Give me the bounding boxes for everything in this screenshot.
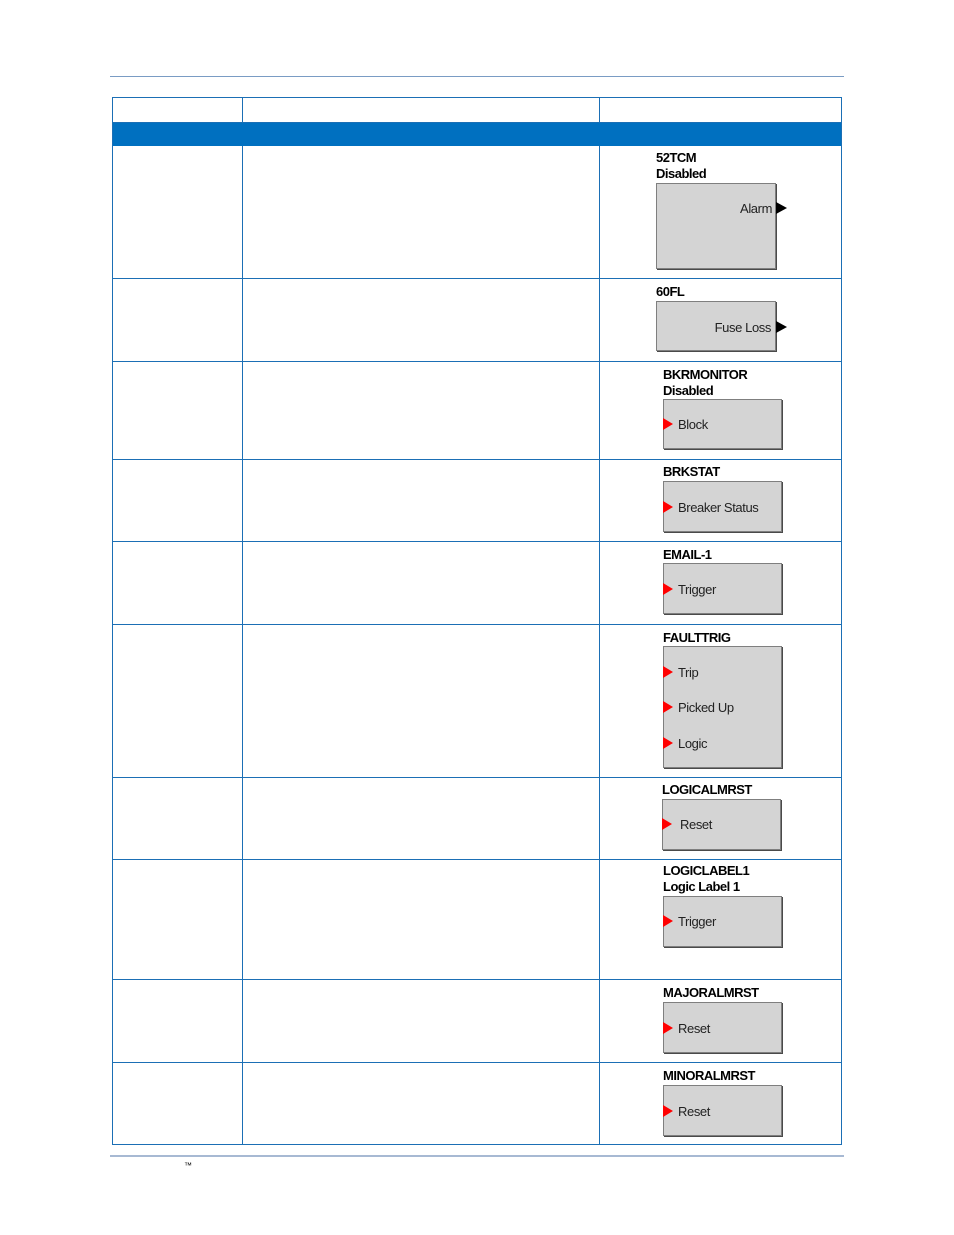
input-port-label: Trigger	[678, 582, 716, 597]
output-arrow-icon[interactable]	[776, 321, 787, 333]
block-body[interactable]	[663, 563, 782, 614]
block-name: EMAIL-1	[663, 547, 712, 562]
input-arrow-icon[interactable]	[663, 737, 673, 749]
input-arrow-icon[interactable]	[663, 501, 673, 513]
input-arrow-icon[interactable]	[663, 915, 673, 927]
output-arrow-icon[interactable]	[776, 202, 787, 214]
input-arrow-icon[interactable]	[663, 701, 673, 713]
block-body[interactable]	[663, 896, 782, 947]
column-divider	[599, 98, 600, 1144]
block-name: FAULTTRIG	[663, 630, 731, 645]
input-port-label: Logic	[678, 736, 708, 751]
row-divider	[113, 541, 841, 542]
block-name: BKRMONITOR	[663, 367, 748, 382]
input-arrow-icon[interactable]	[663, 666, 673, 678]
row-divider	[113, 777, 841, 778]
row-divider	[113, 459, 841, 460]
header-rule	[110, 76, 844, 77]
row-divider	[113, 979, 841, 980]
row-divider	[113, 1062, 841, 1063]
block-subtitle: Disabled	[656, 166, 707, 181]
block-body[interactable]	[663, 646, 782, 768]
input-port-label: Reset	[678, 1021, 710, 1036]
column-divider	[242, 98, 243, 1144]
input-port-label: Trigger	[678, 914, 716, 929]
block-name: LOGICLABEL1	[663, 863, 750, 878]
input-arrow-icon[interactable]	[662, 818, 672, 830]
row-divider	[113, 361, 841, 362]
output-port-label: Fuse Loss	[714, 320, 771, 335]
block-body[interactable]	[662, 799, 781, 850]
block-body[interactable]	[656, 301, 776, 351]
row-divider	[113, 122, 841, 123]
input-port-label: Breaker Status	[678, 500, 759, 515]
input-arrow-icon[interactable]	[663, 583, 673, 595]
block-body[interactable]	[663, 1002, 782, 1053]
block-name: BRKSTAT	[663, 464, 720, 479]
input-port-label: Picked Up	[678, 700, 734, 715]
block-body[interactable]	[663, 1085, 782, 1136]
input-arrow-icon[interactable]	[663, 1105, 673, 1117]
block-body[interactable]	[663, 399, 782, 449]
block-name: MAJORALMRST	[663, 985, 759, 1000]
block-name: 60FL	[656, 284, 685, 299]
input-port-label: Trip	[678, 665, 699, 680]
block-body[interactable]	[663, 481, 782, 532]
footer-rule	[110, 1155, 844, 1157]
input-port-label: Reset	[680, 817, 712, 832]
block-subtitle: Logic Label 1	[663, 879, 740, 894]
block-subtitle: Disabled	[663, 383, 714, 398]
input-arrow-icon[interactable]	[663, 1022, 673, 1034]
input-arrow-icon[interactable]	[663, 418, 673, 430]
trademark-symbol: ™	[184, 1161, 192, 1170]
output-port-label: Alarm	[740, 201, 772, 216]
block-name: 52TCM	[656, 150, 697, 165]
row-divider	[113, 278, 841, 279]
block-name: LOGICALMRST	[662, 782, 752, 797]
block-name: MINORALMRST	[663, 1068, 755, 1083]
input-port-label: Block	[678, 417, 708, 432]
input-port-label: Reset	[678, 1104, 710, 1119]
section-header-band	[113, 122, 841, 146]
row-divider	[113, 624, 841, 625]
block-body[interactable]	[656, 183, 776, 269]
row-divider	[113, 859, 841, 860]
